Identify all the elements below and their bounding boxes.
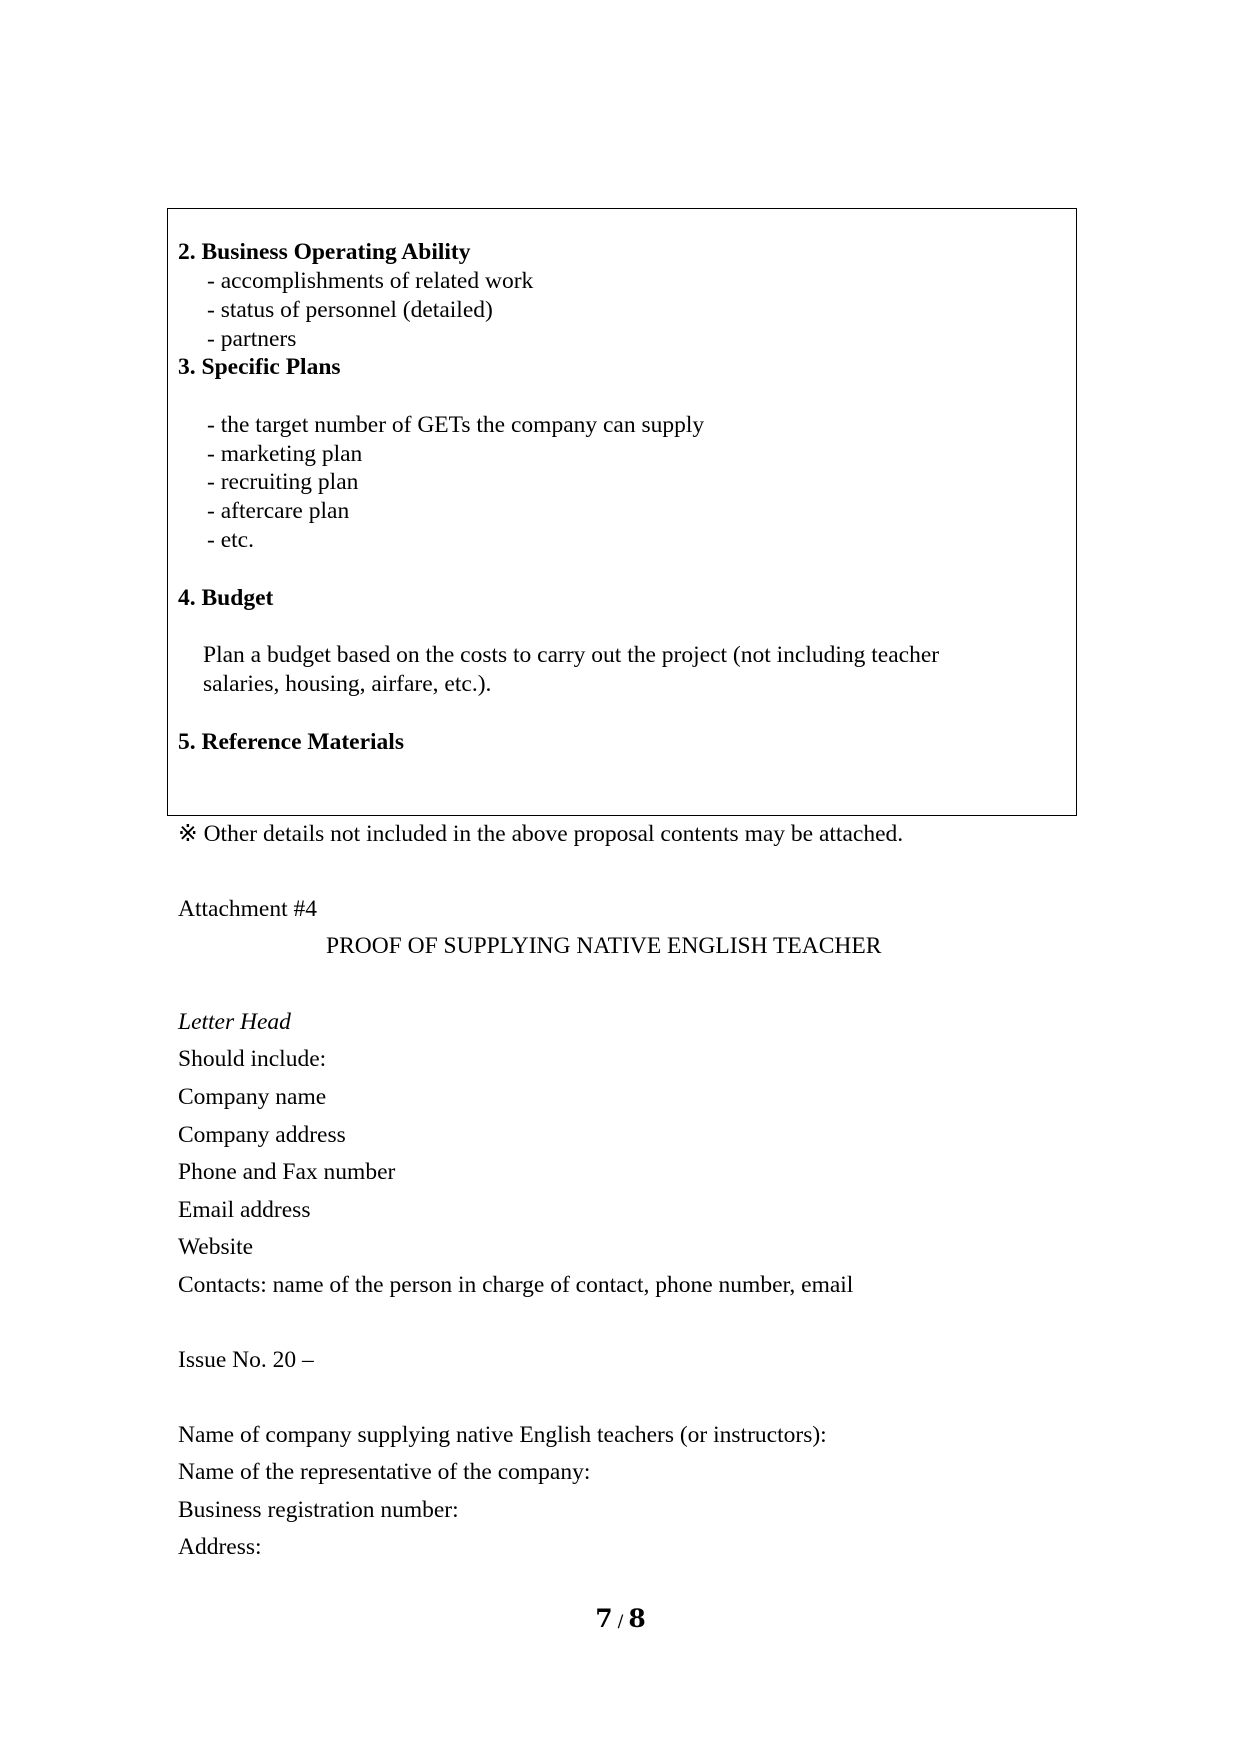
should-include-label: Should include: xyxy=(178,1046,327,1072)
include-item: Company address xyxy=(178,1122,346,1148)
list-item: - accomplishments of related work xyxy=(207,268,534,294)
budget-text: salaries, housing, airfare, etc.). xyxy=(203,671,492,697)
list-item: - recruiting plan xyxy=(207,469,359,495)
letter-head-label: Letter Head xyxy=(178,1009,291,1035)
section-heading: 3. Specific Plans xyxy=(178,354,341,380)
include-item: Phone and Fax number xyxy=(178,1159,396,1185)
include-item: Company name xyxy=(178,1084,327,1110)
total-pages: 8 xyxy=(628,1604,646,1633)
include-item: Email address xyxy=(178,1197,311,1223)
form-field-label: Address: xyxy=(178,1534,262,1560)
include-item: Website xyxy=(178,1234,254,1260)
form-field-label: Business registration number: xyxy=(178,1497,459,1523)
list-item: - etc. xyxy=(207,527,254,553)
section-heading: 2. Business Operating Ability xyxy=(178,239,471,265)
include-item: Contacts: name of the person in charge of contact, phone number, email xyxy=(178,1272,854,1298)
list-item: - partners xyxy=(207,326,297,352)
list-item: - the target number of GETs the company can supply xyxy=(207,412,705,438)
issue-number: Issue No. 20 – xyxy=(178,1347,314,1373)
form-field-label: Name of company supplying native English teachers (or instructors): xyxy=(178,1422,827,1448)
page-separator: / xyxy=(617,1612,624,1632)
current-page: 7 xyxy=(595,1604,613,1633)
budget-text: Plan a budget based on the costs to carry out the project (not including teacher xyxy=(203,642,940,668)
page-number xyxy=(0,1604,1241,1633)
form-field-label: Name of the representative of the company: xyxy=(178,1459,591,1485)
section-heading: 5. Reference Materials xyxy=(178,729,404,755)
list-item: - aftercare plan xyxy=(207,498,350,524)
attachment-label: Attachment #4 xyxy=(178,896,318,922)
list-item: - status of personnel (detailed) xyxy=(207,297,493,323)
list-item: - marketing plan xyxy=(207,441,363,467)
section-heading: 4. Budget xyxy=(178,585,274,611)
attachment-title: PROOF OF SUPPLYING NATIVE ENGLISH TEACHER xyxy=(326,933,882,959)
note-text: ※ Other details not included in the above proposal contents may be attached. xyxy=(178,821,904,847)
